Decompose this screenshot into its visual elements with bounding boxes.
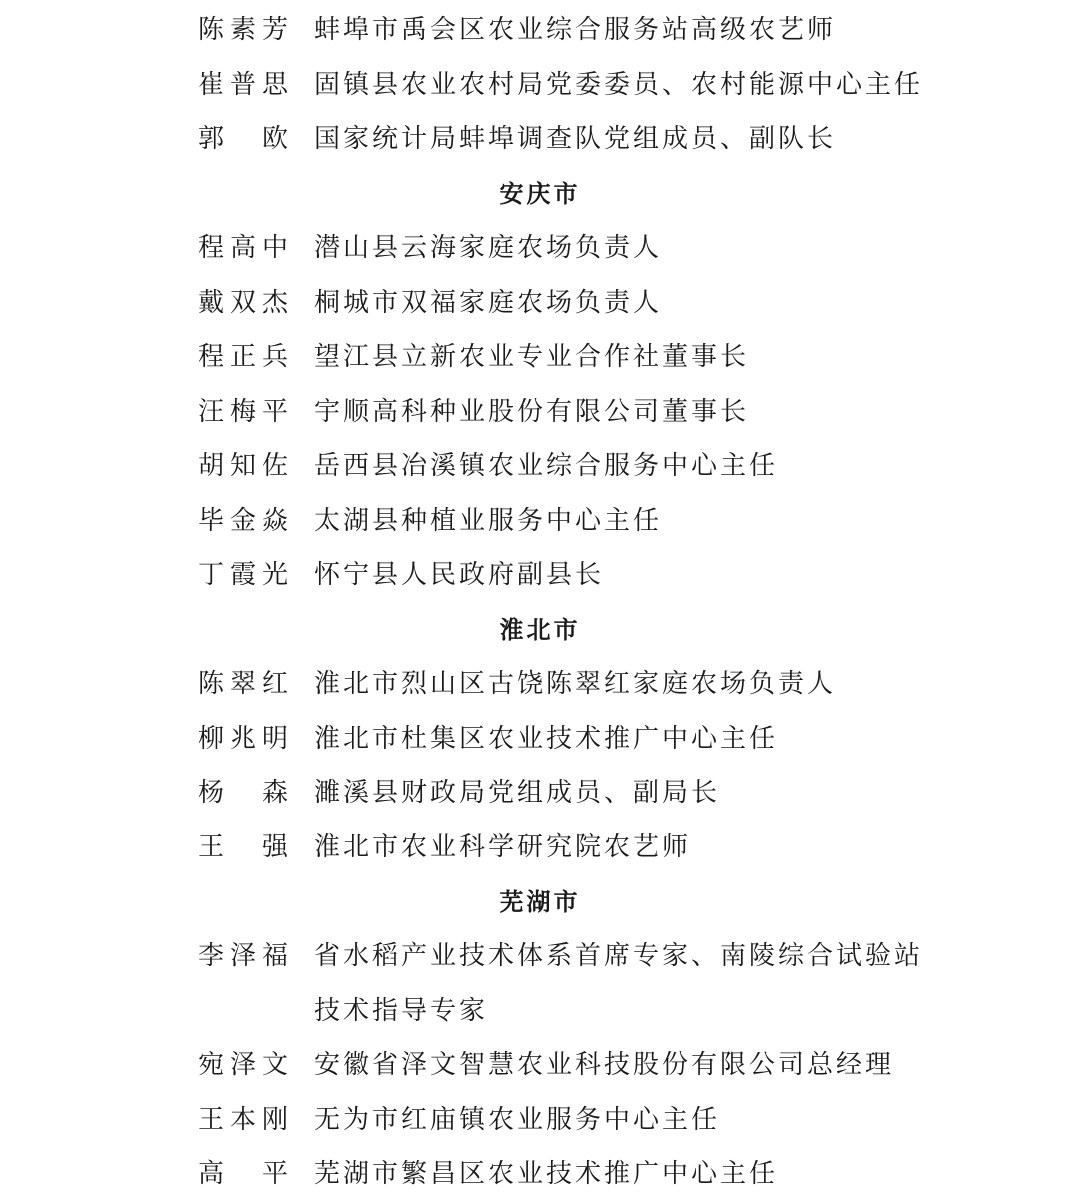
person-title: 蚌埠市禹会区农业综合服务站高级农艺师 (314, 14, 837, 45)
list-item (198, 661, 1040, 701)
section-heading: 淮北市 (499, 615, 581, 644)
person-name: 杨 森 (198, 777, 290, 808)
person-title: 芜湖市繁昌区农业技术推广中心主任 (314, 1158, 779, 1189)
list-item (198, 389, 1040, 429)
person-title: 太湖县种植业服务中心主任 (314, 505, 663, 536)
person-name: 郭 欧 (198, 123, 290, 154)
list-item (198, 116, 1040, 156)
list-item (198, 62, 1040, 102)
person-name: 宛泽文 (198, 1049, 290, 1080)
list-item (198, 1151, 1040, 1191)
person-name: 戴双杰 (198, 287, 290, 318)
section-heading: 安庆市 (499, 179, 581, 208)
person-name: 胡知佐 (198, 450, 290, 481)
person-title: 潜山县云海家庭农场负责人 (314, 232, 663, 263)
person-title: 岳西县冶溪镇农业综合服务中心主任 (314, 450, 779, 481)
list-item (198, 716, 1040, 756)
list-item (198, 1042, 1040, 1082)
person-name: 柳兆明 (198, 723, 290, 754)
person-title: 淮北市农业科学研究院农艺师 (314, 831, 692, 862)
person-name: 王 强 (198, 831, 290, 862)
person-name: 程正兵 (198, 341, 290, 372)
person-name: 陈素芳 (198, 14, 290, 45)
person-title: 淮北市烈山区古饶陈翠红家庭农场负责人 (314, 668, 837, 699)
person-name: 丁霞光 (198, 559, 290, 590)
person-title: 怀宁县人民政府副县长 (314, 559, 605, 590)
person-name: 崔普思 (198, 69, 290, 100)
person-title: 固镇县农业农村局党委委员、农村能源中心主任 (314, 69, 924, 100)
person-name: 李泽福 (198, 940, 290, 971)
list-item (198, 824, 1040, 864)
list-item (198, 552, 1040, 592)
list-item (198, 334, 1040, 374)
person-name: 陈翠红 (198, 668, 290, 699)
person-title: 淮北市杜集区农业技术推广中心主任 (314, 723, 779, 754)
list-item (198, 225, 1040, 265)
person-name: 高 平 (198, 1158, 290, 1189)
person-title-continuation: 技术指导专家 (314, 995, 489, 1026)
list-item (198, 443, 1040, 483)
person-title: 国家统计局蚌埠调查队党组成员、副队长 (314, 123, 837, 154)
person-name: 程高中 (198, 232, 290, 263)
person-name: 毕金焱 (198, 505, 290, 536)
list-item (198, 1097, 1040, 1137)
list-item (198, 498, 1040, 538)
list-item (198, 280, 1040, 320)
person-title: 桐城市双福家庭农场负责人 (314, 287, 663, 318)
list-item (198, 7, 1040, 47)
person-title: 濉溪县财政局党组成员、副局长 (314, 777, 721, 808)
person-title: 安徽省泽文智慧农业科技股份有限公司总经理 (314, 1049, 895, 1080)
person-title: 无为市红庙镇农业服务中心主任 (314, 1104, 721, 1135)
person-title: 省水稻产业技术体系首席专家、南陵综合试验站 (314, 940, 924, 971)
person-title: 望江县立新农业专业合作社董事长 (314, 341, 750, 372)
person-title: 宇顺高科种业股份有限公司董事长 (314, 396, 750, 427)
person-name: 汪梅平 (198, 396, 290, 427)
section-heading: 芜湖市 (499, 887, 581, 916)
person-name: 王本刚 (198, 1104, 290, 1135)
list-item (198, 770, 1040, 810)
list-item (198, 933, 1040, 973)
